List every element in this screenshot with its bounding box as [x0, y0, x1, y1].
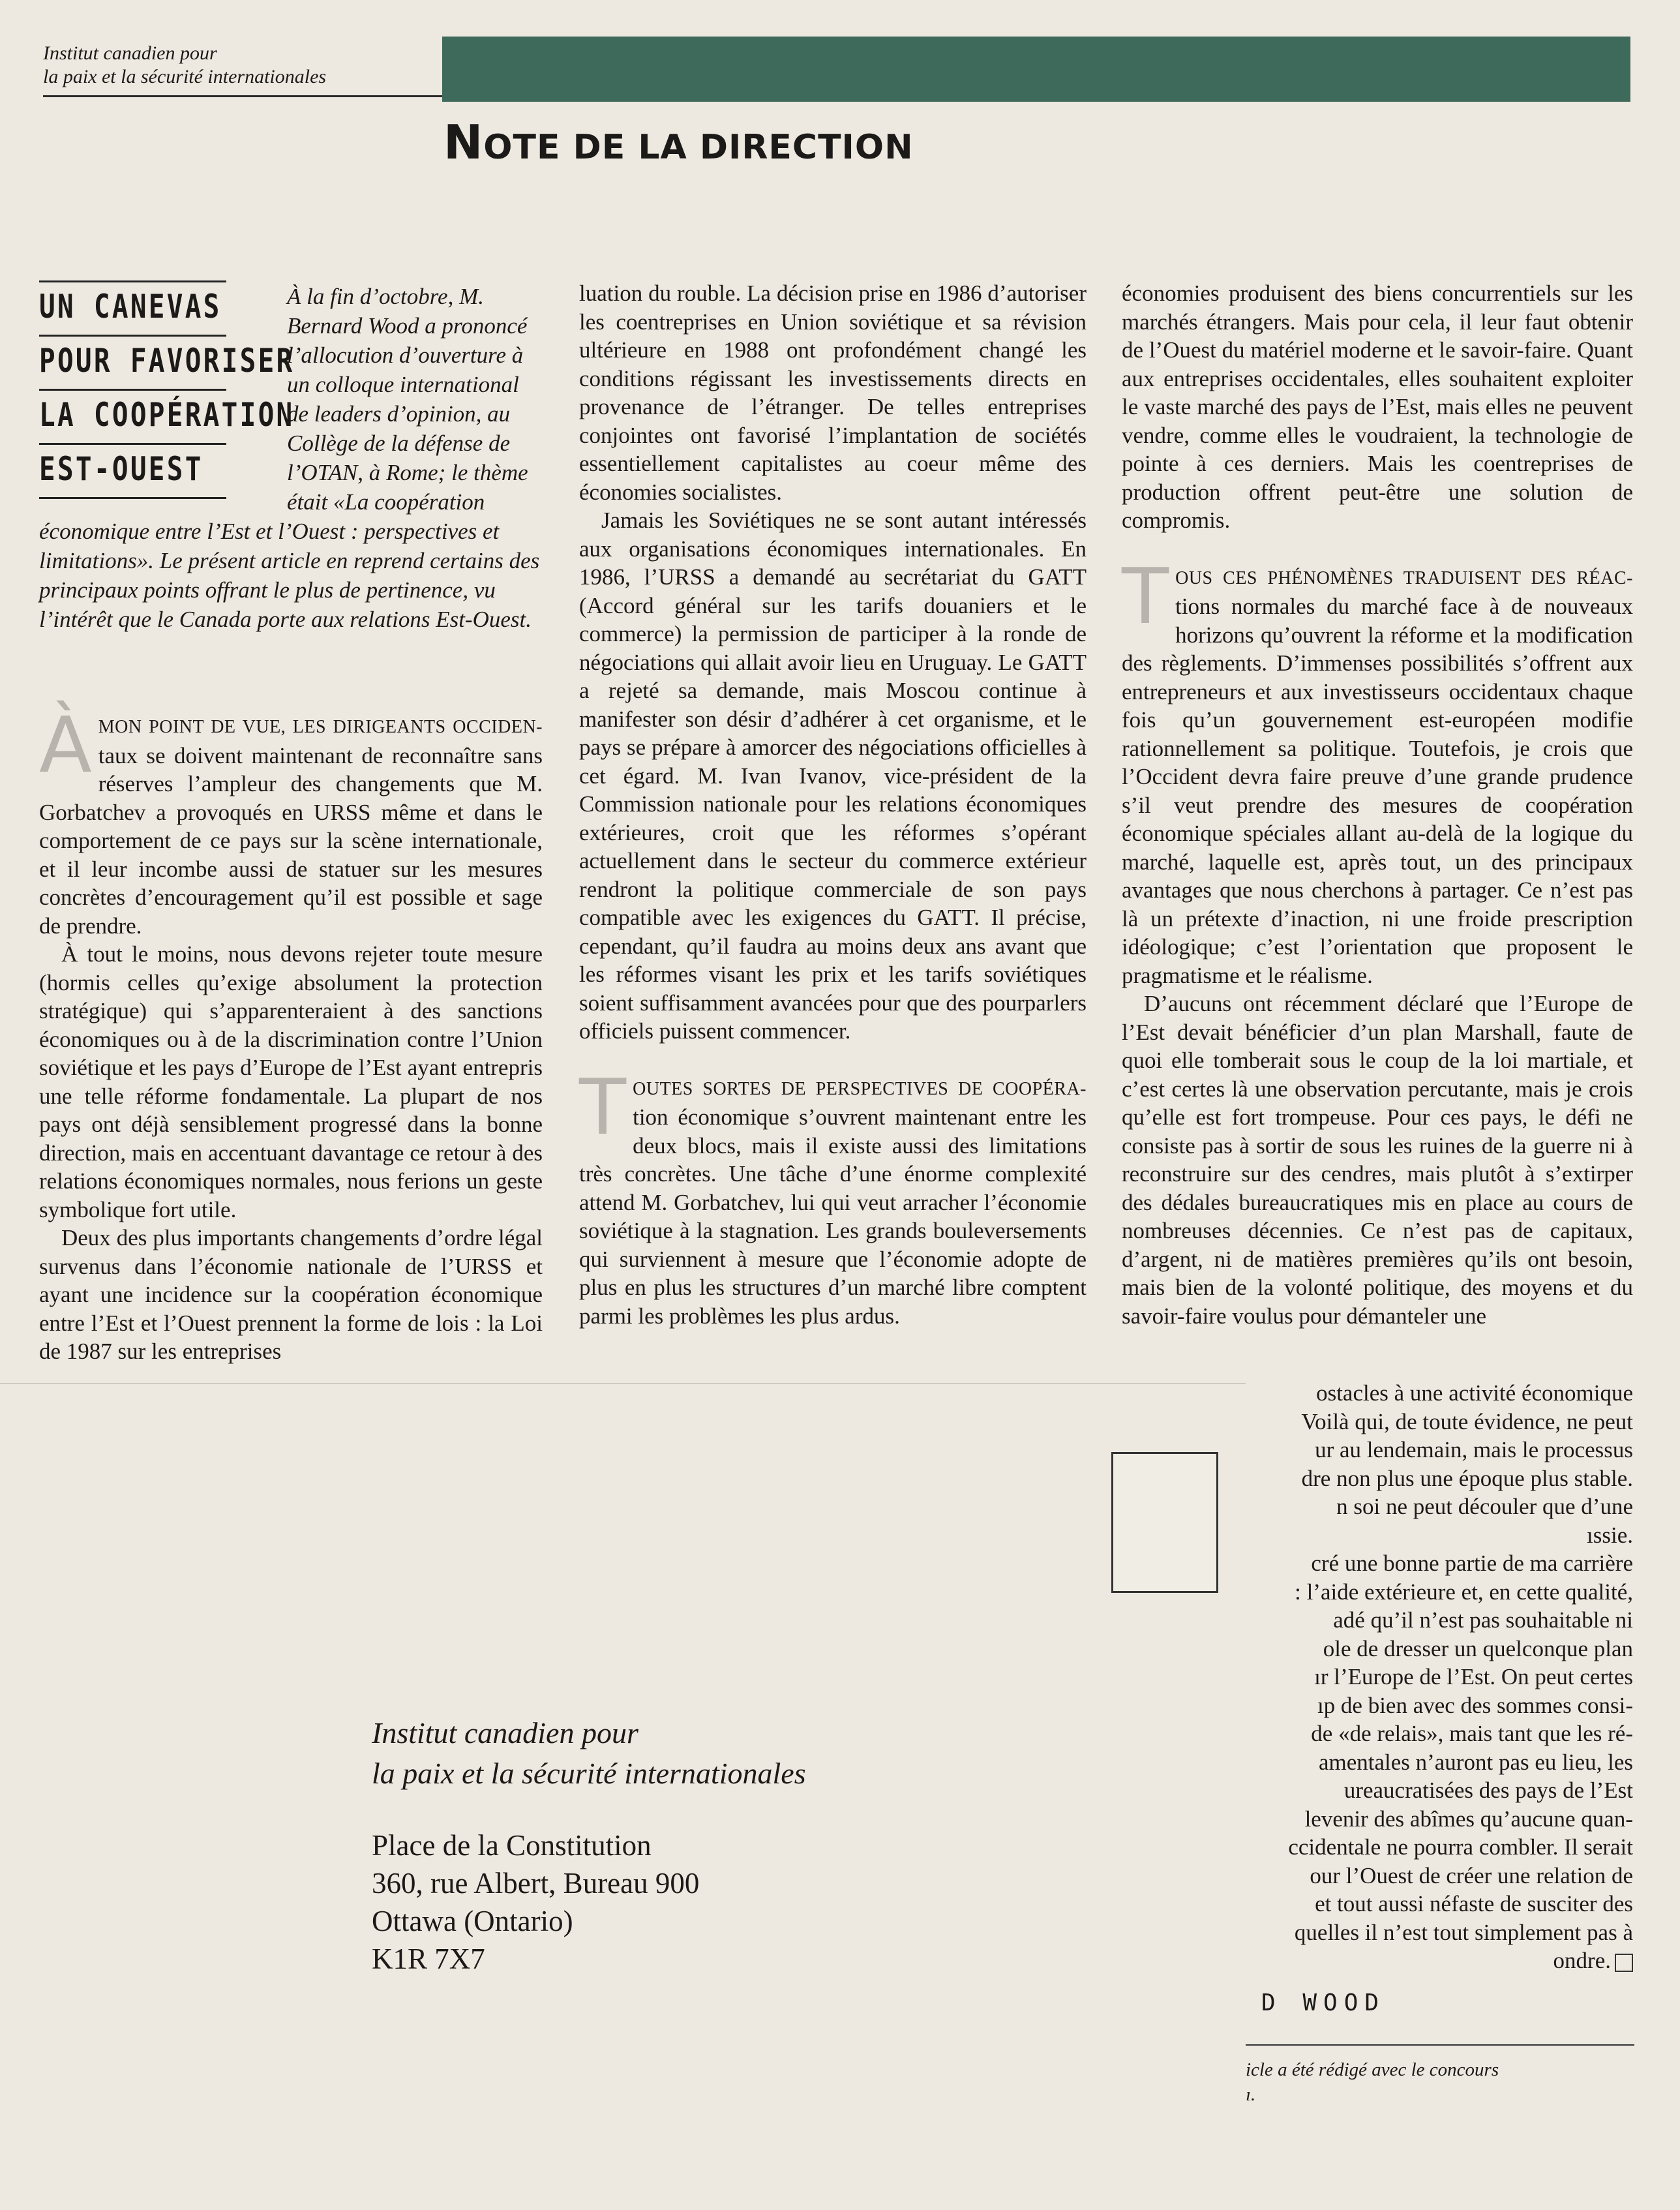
paragraph: Deux des plus importants changements d’ordre légal survenus dans l’économie nationale de l’URSS et ayant une incidence sur la coopération économique entre l’Est et l’Ouest prennent la forme de lois : la Loi de 1987 sur les entreprises	[39, 1225, 543, 1364]
headline-line-4: EST-OUEST	[39, 443, 226, 499]
header-institute-line1: Institut canadien pour	[43, 42, 217, 64]
paragraph-text: tion économique s’ouvrent maintenant entre les deux blocs, mais il existe aussi des limitations très concrètes. Une tâche d’une énorme complexité attend M. Gorbatchev, lui qui veut arracher l’économie soviétique à la stagnation. Les grands bouleversements qui surviennent à mesure que l’économie adopte de plus en plus les structures d’un marché libre comptent parmi les problèmes les plus ardus.	[579, 1104, 1087, 1329]
mailer-sheet-edge	[0, 1383, 1246, 1384]
tail-line: ostacles à une activité économique	[1316, 1380, 1633, 1406]
page-title	[443, 115, 914, 170]
return-address	[372, 1826, 699, 1978]
tail-line: cré une bonne partie de ma carrière	[1311, 1551, 1633, 1576]
paragraph: Jamais les Soviétiques ne se sont autant intéressés aux organisations économiques internationales. En 1986, l’URSS a demandé au secrétariat du GATT (Accord général sur les tarifs douaniers et le commerce) la permission de participer à la ronde de négociations qui allait avoir lieu en Uruguay. Le GATT a rejeté sa demande, mais Moscou continue à manifester son désir d’adhérer à cet organisme, et le pays se prépare à amorcer des négociations officielles à cet égard. M. Ivan Ivanov, vice-président de la Commission nationale pour les relations économiques extérieures, croit que les réformes s’opérant actuellement dans le secteur du commerce extérieur rendront la politique commerciale de son pays compatible avec les exigences du GATT. Il précise, cependant, qu’il faudra au moins deux ans avant que les réformes visant les prix et les tarifs soviétiques soient suffisamment avancées pour que des pourparlers officiels puissent commencer.	[579, 507, 1087, 1044]
header-institute-line2: la paix et la sécurité internationales	[43, 66, 327, 87]
article-column-1	[39, 700, 543, 1366]
headline-line-1: UN CANEVAS	[39, 280, 226, 335]
paragraph	[1122, 551, 1633, 990]
tail-line	[1248, 1946, 1633, 1975]
tail-line: ole de dresser un quelconque plan	[1323, 1635, 1633, 1661]
address-line2: 360, rue Albert, Bureau 900	[372, 1867, 700, 1900]
tail-line: ıp de bien avec des sommes consi-	[1317, 1692, 1633, 1718]
lead-in-caps: OUS CES PHÉNOMÈNES TRADUISENT DES RÉAC-	[1175, 568, 1633, 588]
end-mark-icon	[1615, 1954, 1633, 1972]
drop-cap: T	[579, 1061, 627, 1152]
headline-line-3: LA COOPÉRATION	[39, 389, 226, 443]
article-column-3	[1122, 279, 1633, 1330]
drop-cap: T	[1122, 551, 1169, 641]
drop-cap: À	[39, 700, 92, 790]
tail-line: ureaucratisées des pays de l’Est	[1343, 1778, 1633, 1803]
tail-line: ur au lendemain, mais le processus	[1315, 1437, 1633, 1462]
footnote-line1: icle a été rédigé avec le concours	[1246, 2059, 1499, 2080]
paragraph-text: tions normales du marché face à de nouveaux horizons qu’ouvrent la réforme et la modification des règlements. D’immenses possibilités s’offrent aux entrepreneurs et aux investisseurs occidentaux chaque fois qu’un gouvernement est-européen modifie rationnellement sa politique. Toutefois, je crois que l’Occident devra faire preuve d’une grande prudence s’il veut prendre des mesures de coopération économique spéciales allant au-delà de la logique du marché, laquelle est, après tout, un des principaux avantages que nous cherchons à partager. Ce n’est pas là un prétexte d’inaction, ni une froide prescription idéologique; c’est l’orientation que proposent le pragmatisme et le réalisme.	[1122, 594, 1633, 988]
tail-line: adé qu’il n’est pas souhaitable ni	[1333, 1607, 1633, 1633]
paragraph	[579, 1061, 1087, 1331]
tail-line: ıssie.	[1587, 1522, 1633, 1548]
paragraph-text: taux se doivent maintenant de reconnaître sans réserves l’ampleur des changements que M. Gorbatchev a provoqués en URSS même et dans le comportement de ce pays sur la scène internationale, et il leur incombe aussi de statuer sur les mesures concrètes d’encouragement qu’il est possible et sage de prendre.	[39, 742, 543, 939]
tail-line: levenir des abîmes qu’aucune quan-	[1304, 1806, 1633, 1832]
paragraph: luation du rouble. La décision prise en 1986 d’autoriser les coentreprises en Union soviétique et sa révision ultérieure en 1988 ont profondément changé les conditions régissant les investissements directs en provenance de l’étranger. De telles entreprises conjointes ont favorisé l’implantation de sociétés essentiellement capitalistes au coeur même des économies socialistes.	[579, 280, 1087, 505]
tail-line-text: ondre.	[1553, 1948, 1611, 1973]
tail-line: n soi ne peut découler que d’une	[1336, 1494, 1633, 1519]
article-headline	[39, 280, 295, 499]
return-institute-line2: la paix et la sécurité internationales	[372, 1757, 806, 1790]
tail-line: de «de relais», mais tant que les ré-	[1311, 1721, 1633, 1746]
paragraph: À tout le moins, nous devons rejeter toute mesure (hormis celles qu’exige absolument la protection stratégique) qui s’apparenteraient à des sanctions économiques ou à de la discrimination contre l’Union soviétique et les pays d’Europe de l’Est ayant entrepris une telle réforme fondamentale. La plupart de nos pays ont déjà sensiblement progressé dans la bonne direction, mais en accentuant davantage ce retour à des relations économiques normales, nous ferions un geste symbolique fort utile.	[39, 941, 543, 1222]
page-title-rest: OTE DE LA DIRECTION	[483, 128, 914, 167]
tail-line: amentales n’auront pas eu lieu, les	[1318, 1749, 1633, 1775]
header-rule	[43, 95, 442, 97]
tail-line: our l’Ouest de créer une relation de	[1310, 1862, 1633, 1888]
headline-line-2: POUR FAVORISER	[39, 335, 226, 389]
tail-line: et tout aussi néfaste de susciter des	[1315, 1891, 1633, 1916]
author-signature: D WOOD	[1261, 1990, 1386, 2016]
tail-line: quelles il n’est tout simplement pas à	[1294, 1919, 1633, 1945]
footnote-line2: ı.	[1246, 2084, 1256, 2105]
address-line1: Place de la Constitution	[372, 1829, 652, 1862]
intro-text: À la fin d’octobre, M. Bernard Wood a prononcé l’allocution d’ouverture à un colloque international de leaders d’opinion, au Collège de la défense de l’OTAN, à Rome; le thème était «La coopération économique entre l’Est et l’Ouest : perspectives et limitations». Le présent article en reprend certains des principaux points offrant le plus de pertinence, vu l’intérêt que le Canada porte aux relations Est-Ouest.	[39, 284, 540, 632]
tail-line: Voilà qui, de toute évidence, ne peut	[1301, 1408, 1633, 1434]
tail-line: ır l’Europe de l’Est. On peut certes	[1314, 1664, 1633, 1689]
lead-in-caps: OUTES SORTES DE PERSPECTIVES DE COOPÉRA-	[633, 1078, 1087, 1099]
tail-line: dre non plus une époque plus stable.	[1301, 1465, 1633, 1491]
paragraph: D’aucuns ont récemment déclaré que l’Europe de l’Est devait bénéficier d’un plan Marshall, faute de quoi elle tomberait sous le coup de la loi martiale, et c’est certes là une observation percutante, mais je crois qu’elle est fort trompeuse. Pour ces pays, le défi ne consiste pas à sortir de sous les ruines de la guerre ni à reconstruire sur des cendres, mais plutôt à s’extirper des dédales bureaucratiques mis en place au cours de nombreuses décennies. Ce n’est pas de capitaux, d’argent, ni de matières premières qu’ils ont besoin, mais bien de la volonté politique, des moyens et du savoir-faire voulus pour démanteler une	[1122, 991, 1633, 1329]
article-column-2	[579, 279, 1087, 1330]
article-column-3-tail	[1248, 1379, 1633, 1975]
footnote-rule	[1246, 2044, 1634, 2046]
address-line3: Ottawa (Ontario)	[372, 1905, 573, 1937]
return-address-institute	[372, 1713, 806, 1794]
stamp-box	[1111, 1452, 1218, 1593]
lead-in-caps: MON POINT DE VUE, LES DIRIGEANTS OCCIDEN-	[98, 717, 543, 737]
page-title-initial: N	[443, 115, 484, 170]
paragraph: économies produisent des biens concurrentiels sur les marchés étrangers. Mais pour cela, il leur faut obtenir de l’Ouest du matériel moderne et le savoir-faire. Quant aux entreprises occidentales, elles souhaitent exploiter le vaste marché des pays de l’Est, mais elles ne peuvent vendre, comme elles le voudraient, la technologie de pointe à ces derniers. Mais les coentreprises de production offrent peut-être une solution de compromis.	[1122, 280, 1633, 533]
address-line4: K1R 7X7	[372, 1943, 485, 1975]
footnote	[1246, 2057, 1634, 2107]
header-institute	[43, 42, 408, 89]
tail-line: ccidentale ne pourra combler. Il serait	[1288, 1834, 1633, 1860]
return-institute-line1: Institut canadien pour	[372, 1716, 638, 1749]
paragraph	[39, 700, 543, 940]
header-color-bar	[442, 37, 1630, 102]
tail-line: : l’aide extérieure et, en cette qualité,	[1295, 1579, 1633, 1605]
